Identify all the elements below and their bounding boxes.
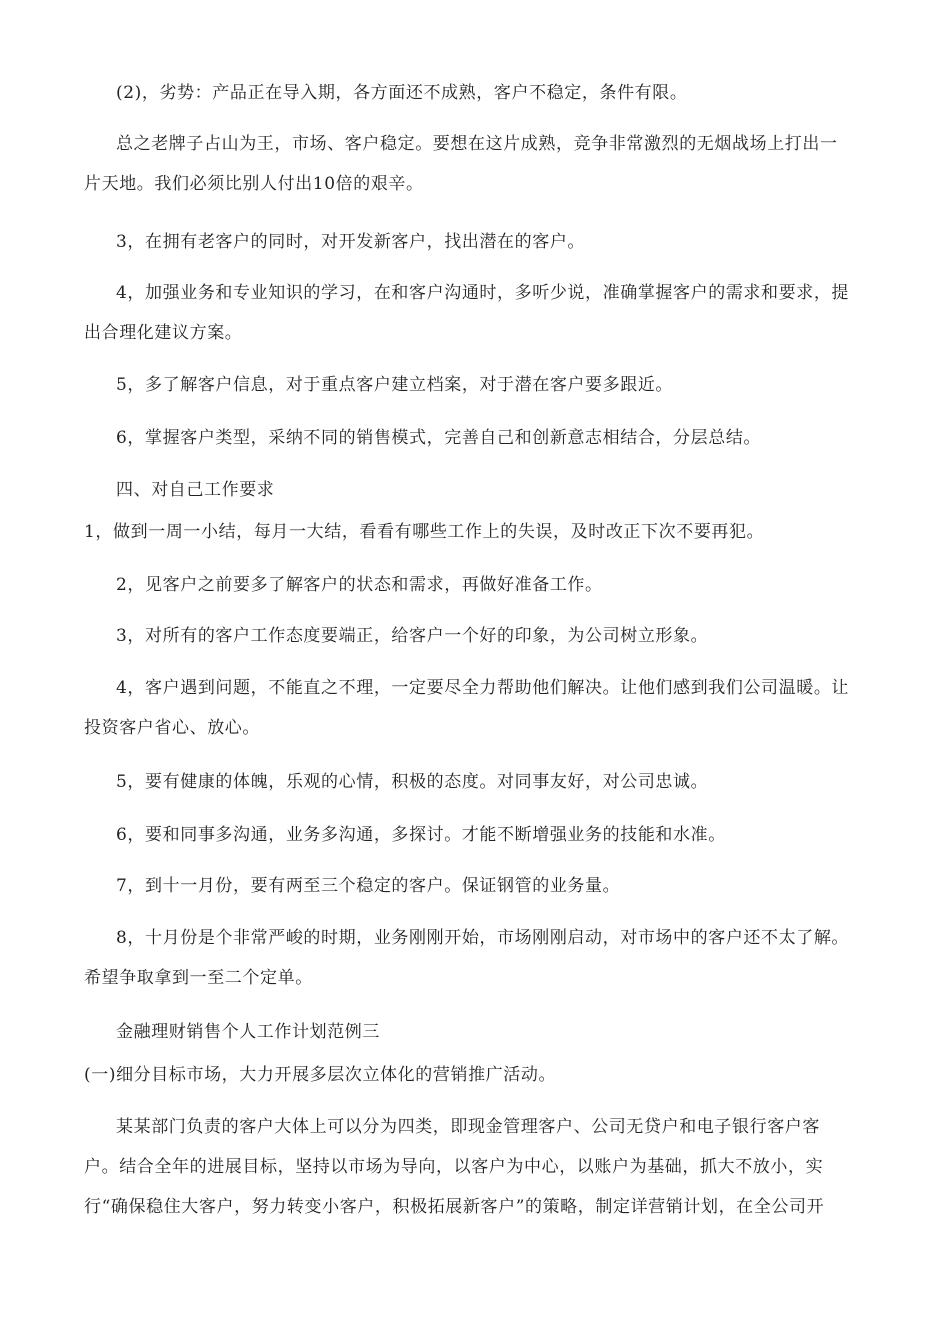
section-heading-work-requirements [84,470,874,510]
text-line: (一)细分目标市场，大力开展多层次立体化的营销推广活动。 [84,1065,557,1085]
paragraph-req-7 [84,866,874,906]
text-line: 4，加强业务和专业知识的学习，在和客户沟通时，多听少说，准确掌握客户的需求和要求，提 [116,283,850,303]
paragraph-item-3 [84,222,874,262]
text-line: 片天地。我们必须比别人付出10倍的艰辛。 [84,174,424,194]
text-line: 4，客户遇到问题，不能直之不理，一定要尽全力帮助他们解决。让他们感到我们公司温暖。让 [116,678,850,698]
text-line: 7，到十一月份，要有两至三个稳定的客户。保证钢管的业务量。 [116,876,621,896]
text-line: 投资客户省心、放心。 [84,718,260,738]
text-line: 5，要有健康的体魄，乐观的心情，积极的态度。对同事友好，对公司忠诚。 [116,772,709,792]
paragraph-subsection-1 [84,1055,874,1095]
text-line: 四、对自己工作要求 [116,480,275,500]
text-line: 总之老牌子占山为王，市场、客户稳定。要想在这片成熟，竞争非常激烈的无烟战场上打出一 [116,134,838,154]
paragraph-req-6 [84,815,874,855]
text-line: 金融理财销售个人工作计划范例三 [116,1022,380,1042]
paragraph-item-6 [84,418,874,458]
text-line: 6，要和同事多沟通，业务多沟通，多探讨。才能不断增强业务的技能和水准。 [116,825,726,845]
text-line: 2，见客户之前要多了解客户的状态和需求，再做好准备工作。 [116,575,603,595]
text-line: 3，在拥有老客户的同时，对开发新客户，找出潜在的客户。 [116,232,586,252]
text-line: 6，掌握客户类型，采纳不同的销售模式，完善自己和创新意志相结合，分层总结。 [116,428,762,448]
text-line: 户。结合全年的进展目标，坚持以市场为导向，以客户为中心，以账户为基础，抓大不放小，实 [84,1157,824,1177]
text-line: 5，多了解客户信息，对于重点客户建立档案，对于潜在客户要多跟近。 [116,375,674,395]
paragraph-weakness [84,73,874,113]
text-line: 行“确保稳住大客户，努力转变小客户，积极拓展新客户”的策略，制定详营销计划，在全公司开 [84,1197,825,1217]
paragraph-item-4 [84,273,874,353]
text-line: 出合理化建议方案。 [84,323,243,343]
paragraph-item-5 [84,365,874,405]
text-line: 希望争取拿到一至二个定单。 [84,968,313,988]
paragraph-customer-segments [84,1107,874,1227]
section-heading-example-three [84,1012,874,1052]
paragraph-req-3 [84,616,874,656]
text-line: 某某部门负责的客户大体上可以分为四类，即现金管理客户、公司无贷户和电子银行客户客 [116,1117,820,1137]
paragraph-req-2 [84,565,874,605]
paragraph-summary [84,124,874,204]
paragraph-req-1 [84,512,874,552]
paragraph-req-4 [84,668,874,748]
text-line: 3，对所有的客户工作态度要端正，给客户一个好的印象，为公司树立形象。 [116,626,709,646]
text-line: 8，十月份是个非常严峻的时期，业务刚刚开始，市场刚刚启动，对市场中的客户还不太了解。 [116,928,850,948]
text-line: 1，做到一周一小结，每月一大结，看看有哪些工作上的失误，及时改正下次不要再犯。 [84,522,765,542]
paragraph-req-8 [84,918,874,998]
paragraph-req-5 [84,762,874,802]
text-line: (2)，劣势：产品正在导入期，各方面还不成熟，客户不稳定，条件有限。 [116,83,688,103]
